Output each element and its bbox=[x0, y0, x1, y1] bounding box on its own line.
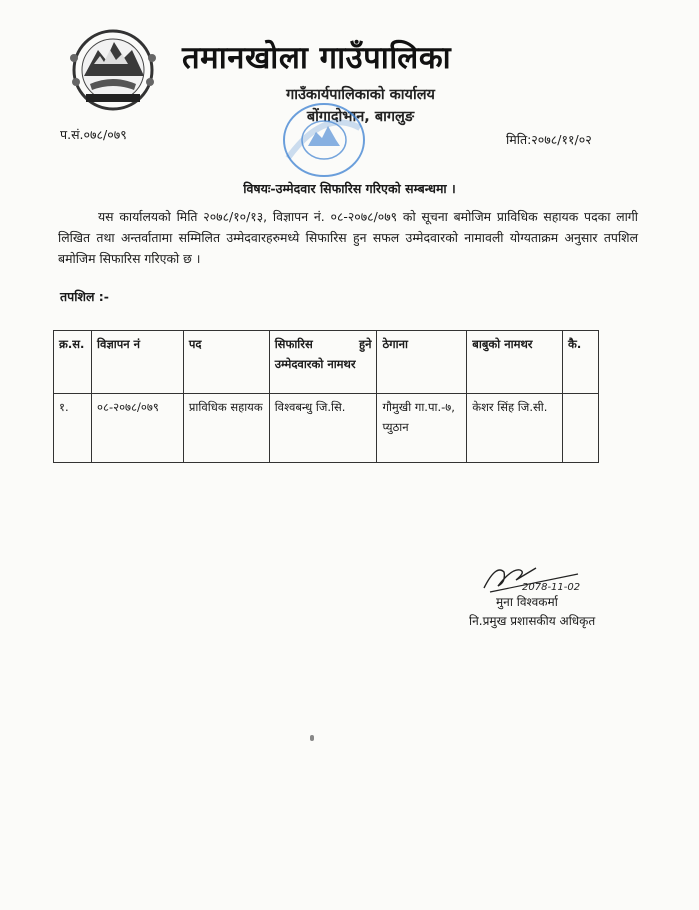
col-header-candidate: सिफारिस हुने उम्मेदवारको नामथर bbox=[269, 331, 377, 394]
office-stamp bbox=[278, 98, 370, 182]
col-header-address: ठेगाना bbox=[377, 331, 467, 394]
cell-address: गौमुखी गा.पा.-७, प्युठान bbox=[377, 394, 467, 463]
handwritten-signature bbox=[476, 558, 586, 598]
office-title: तमानखोला गाउँपालिका bbox=[182, 40, 452, 76]
col-header-serial: क्र.स. bbox=[54, 331, 92, 394]
table-header-row bbox=[54, 331, 599, 394]
letter-date: मिति:२०७८/११/०२ bbox=[506, 132, 592, 147]
recommendation-table bbox=[53, 330, 599, 463]
col-header-remarks: कै. bbox=[563, 331, 599, 394]
col-header-father: बाबुको नामथर bbox=[467, 331, 563, 394]
letter-subject: विषयः-उम्मेदवार सिफारिस गरिएको सम्बन्धमा । bbox=[243, 181, 456, 196]
office-subtitle: गाउँकार्यपालिकाको कार्यालय bbox=[286, 87, 435, 103]
cell-serial: १. bbox=[54, 394, 92, 463]
signer-name: मुना विश्वकर्मा bbox=[496, 595, 558, 609]
table-row bbox=[54, 394, 599, 463]
paper-speck bbox=[310, 735, 314, 741]
cell-remarks bbox=[563, 394, 599, 463]
cell-candidate: विश्वबन्धु जि.सि. bbox=[269, 394, 377, 463]
cell-father: केशर सिंह जि.सी. bbox=[467, 394, 563, 463]
letter-body: यस कार्यालयको मिति २०७८/१०/१३, विज्ञापन नं. ०८-२०७८/०७९ को सूचना बमोजिम प्राविधिक सहायक पदका लागी लिखित तथा अन्तर्वातामा सम्मिलित उम्मेदवारहरुमध्ये सिफारिस हुन सफल उम्मेदवारको नामावली योग्यताक्रम अनुसार तपशिल बमोजिम सिफारिस गरिएको छ । bbox=[58, 209, 638, 266]
signature-date: 2078-11-02 bbox=[522, 582, 581, 593]
col-header-post: पद bbox=[183, 331, 269, 394]
reference-number: प.सं.०७८/०७९ bbox=[60, 127, 127, 142]
cell-post: प्राविधिक सहायक bbox=[183, 394, 269, 463]
signer-title: नि.प्रमुख प्रशासकीय अधिकृत bbox=[469, 614, 596, 628]
col-header-ad-no: विज्ञापन नं bbox=[91, 331, 183, 394]
cell-ad-no: ०८-२०७८/०७९ bbox=[91, 394, 183, 463]
details-label: तपशिल :- bbox=[60, 289, 109, 304]
office-address: बोंगादोभान, बागलुङ bbox=[306, 109, 415, 125]
